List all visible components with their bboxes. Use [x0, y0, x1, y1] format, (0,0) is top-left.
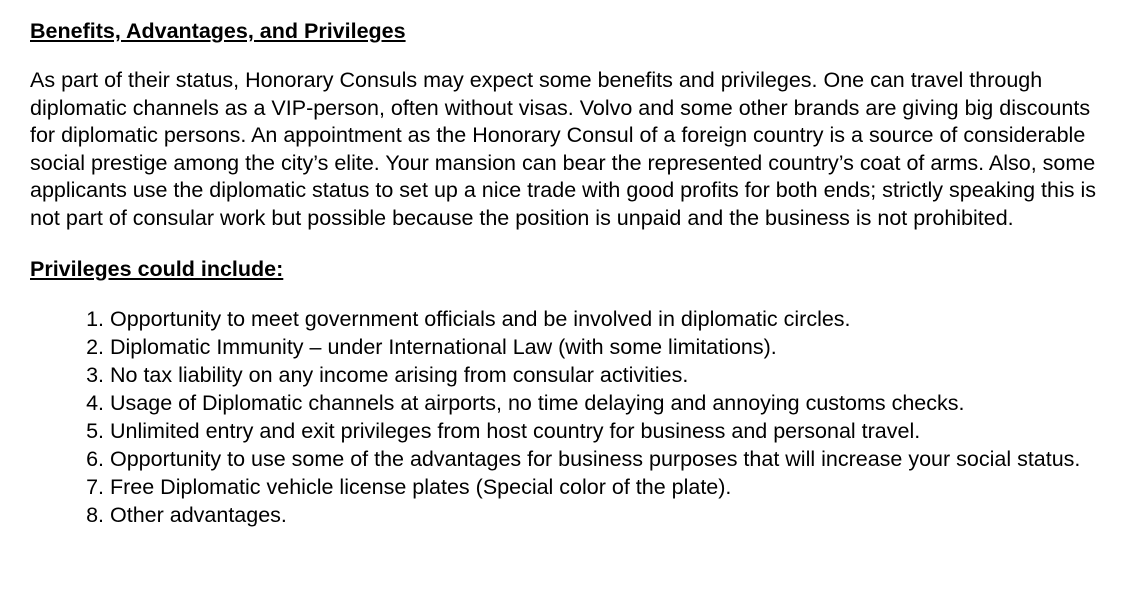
list-item [30, 389, 1116, 417]
list-item-number: 3. [86, 362, 104, 387]
list-item-text: Other advantages. [110, 502, 287, 527]
list-item [30, 501, 1116, 529]
list-item-number: 6. [86, 446, 104, 471]
list-item-number: 4. [86, 390, 104, 415]
list-item [30, 445, 1116, 473]
list-item-number: 8. [86, 502, 104, 527]
intro-paragraph: As part of their status, Honorary Consuls may expect some benefits and privileges. One can travel through diplomatic channels as a VIP-person, often without visas. Volvo and some other brands are giving big discounts for diplomatic persons. An appointment as the Honorary Consul of a foreign country is a source of considerable social prestige among the city’s elite. Your mansion can bear the represented country’s coat of arms. Also, some applicants use the diplomatic status to set up a nice trade with good profits for both ends; strictly speaking this is not part of consular work but possible because the position is unpaid and the business is not prohibited. [30, 68, 1097, 230]
document [30, 17, 1130, 529]
list-item-number: 2. [86, 334, 104, 359]
list-item-text: Usage of Diplomatic channels at airports, no time delaying and annoying customs checks. [110, 390, 965, 415]
list-item-text: Free Diplomatic vehicle license plates (Special color of the plate). [110, 474, 732, 499]
list-item-text: Opportunity to use some of the advantages for business purposes that will increase your social status. [110, 446, 1081, 471]
privileges-heading: Privileges could include: [30, 256, 284, 281]
list-item [30, 417, 1116, 445]
list-item [30, 361, 1116, 389]
page-title: Benefits, Advantages, and Privileges [30, 19, 406, 43]
list-item-number: 7. [86, 474, 104, 499]
list-item-text: Opportunity to meet government officials and be involved in diplomatic circles. [110, 306, 851, 331]
list-item-text: Diplomatic Immunity – under International Law (with some limitations). [110, 334, 777, 359]
list-item-text: Unlimited entry and exit privileges from host country for business and personal travel. [110, 418, 921, 443]
list-item [30, 473, 1116, 501]
list-item [30, 333, 1116, 361]
privileges-list [30, 305, 1130, 529]
list-item-text: No tax liability on any income arising from consular activities. [110, 362, 689, 387]
list-item-number: 5. [86, 418, 104, 443]
list-item [30, 305, 1116, 333]
list-item-number: 1. [86, 306, 104, 331]
